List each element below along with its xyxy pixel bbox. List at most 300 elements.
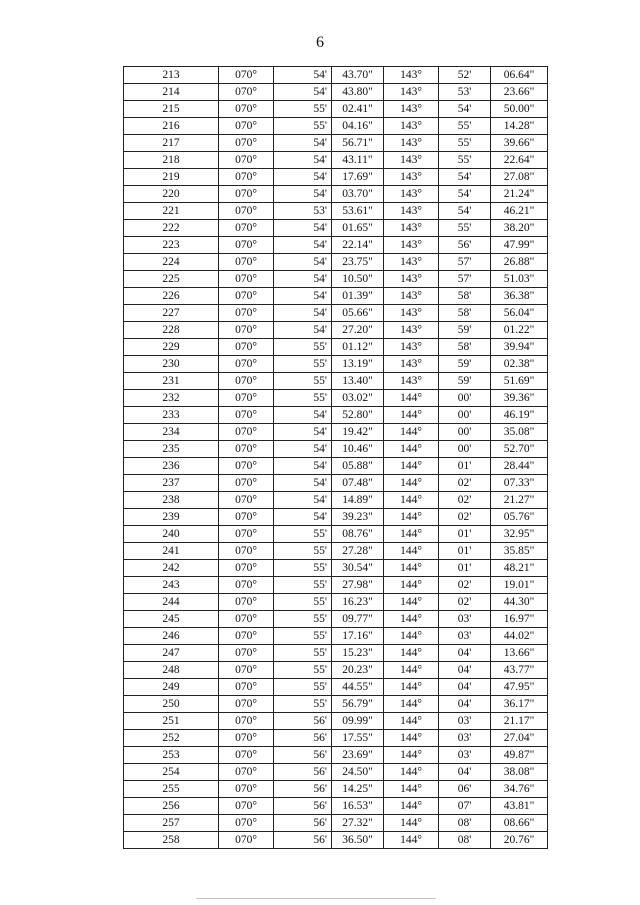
cell-point-number: 213 (124, 67, 219, 84)
cell-longitude-seconds: 46.19" (491, 407, 548, 424)
cell-latitude-degrees: 070° (219, 662, 274, 679)
cell-latitude-degrees: 070° (219, 84, 274, 101)
table-row (124, 764, 548, 781)
cell-latitude-minutes: 56' (274, 764, 332, 781)
cell-longitude-degrees: 144° (384, 509, 439, 526)
cell-point-number: 246 (124, 628, 219, 645)
cell-longitude-degrees: 144° (384, 730, 439, 747)
cell-longitude-degrees: 143° (384, 271, 439, 288)
cell-latitude-minutes: 55' (274, 526, 332, 543)
cell-latitude-seconds: 39.23" (332, 509, 384, 526)
table-row (124, 339, 548, 356)
cell-longitude-seconds: 14.28" (491, 118, 548, 135)
coordinates-table (123, 66, 548, 849)
cell-latitude-minutes: 54' (274, 475, 332, 492)
cell-longitude-minutes: 57' (439, 271, 491, 288)
cell-longitude-minutes: 04' (439, 645, 491, 662)
table-row (124, 271, 548, 288)
cell-longitude-minutes: 01' (439, 543, 491, 560)
cell-longitude-degrees: 144° (384, 781, 439, 798)
cell-latitude-degrees: 070° (219, 747, 274, 764)
cell-longitude-minutes: 55' (439, 135, 491, 152)
cell-longitude-minutes: 53' (439, 84, 491, 101)
cell-longitude-minutes: 01' (439, 458, 491, 475)
cell-point-number: 215 (124, 101, 219, 118)
cell-longitude-seconds: 51.03" (491, 271, 548, 288)
cell-longitude-seconds: 19.01" (491, 577, 548, 594)
cell-latitude-degrees: 070° (219, 424, 274, 441)
cell-longitude-seconds: 39.36" (491, 390, 548, 407)
table-row (124, 135, 548, 152)
cell-latitude-degrees: 070° (219, 373, 274, 390)
cell-longitude-minutes: 04' (439, 696, 491, 713)
cell-latitude-seconds: 56.71" (332, 135, 384, 152)
cell-latitude-degrees: 070° (219, 543, 274, 560)
cell-latitude-seconds: 44.55" (332, 679, 384, 696)
cell-latitude-degrees: 070° (219, 577, 274, 594)
cell-latitude-minutes: 54' (274, 288, 332, 305)
cell-latitude-degrees: 070° (219, 696, 274, 713)
cell-latitude-minutes: 54' (274, 322, 332, 339)
cell-longitude-minutes: 59' (439, 322, 491, 339)
cell-longitude-degrees: 144° (384, 577, 439, 594)
cell-latitude-minutes: 55' (274, 373, 332, 390)
cell-longitude-seconds: 28.44" (491, 458, 548, 475)
table-row (124, 832, 548, 849)
cell-longitude-seconds: 46.21" (491, 203, 548, 220)
cell-latitude-seconds: 36.50" (332, 832, 384, 849)
cell-longitude-degrees: 144° (384, 458, 439, 475)
cell-longitude-seconds: 27.04" (491, 730, 548, 747)
cell-longitude-seconds: 39.94" (491, 339, 548, 356)
cell-latitude-seconds: 03.02" (332, 390, 384, 407)
cell-latitude-degrees: 070° (219, 475, 274, 492)
table-row (124, 458, 548, 475)
cell-longitude-seconds: 56.04" (491, 305, 548, 322)
cell-longitude-degrees: 143° (384, 203, 439, 220)
cell-latitude-degrees: 070° (219, 509, 274, 526)
cell-longitude-minutes: 03' (439, 747, 491, 764)
cell-longitude-degrees: 144° (384, 662, 439, 679)
cell-latitude-minutes: 54' (274, 492, 332, 509)
cell-latitude-seconds: 10.46" (332, 441, 384, 458)
cell-latitude-degrees: 070° (219, 135, 274, 152)
cell-latitude-degrees: 070° (219, 356, 274, 373)
cell-latitude-degrees: 070° (219, 152, 274, 169)
cell-latitude-seconds: 01.12" (332, 339, 384, 356)
cell-longitude-degrees: 144° (384, 407, 439, 424)
table-row (124, 815, 548, 832)
cell-longitude-minutes: 04' (439, 662, 491, 679)
cell-point-number: 219 (124, 169, 219, 186)
cell-latitude-seconds: 43.11" (332, 152, 384, 169)
page-bottom-divider (196, 898, 436, 899)
cell-point-number: 239 (124, 509, 219, 526)
cell-latitude-seconds: 01.65" (332, 220, 384, 237)
cell-longitude-seconds: 38.20" (491, 220, 548, 237)
cell-longitude-degrees: 144° (384, 560, 439, 577)
table-row (124, 373, 548, 390)
cell-longitude-degrees: 144° (384, 798, 439, 815)
table-row (124, 509, 548, 526)
cell-longitude-minutes: 00' (439, 424, 491, 441)
cell-latitude-seconds: 15.23" (332, 645, 384, 662)
cell-longitude-degrees: 144° (384, 815, 439, 832)
cell-longitude-seconds: 23.66" (491, 84, 548, 101)
cell-longitude-minutes: 02' (439, 475, 491, 492)
cell-latitude-seconds: 01.39" (332, 288, 384, 305)
table-row (124, 441, 548, 458)
cell-latitude-degrees: 070° (219, 798, 274, 815)
cell-latitude-degrees: 070° (219, 118, 274, 135)
cell-latitude-seconds: 08.76" (332, 526, 384, 543)
table-row (124, 730, 548, 747)
cell-longitude-seconds: 35.85" (491, 543, 548, 560)
cell-longitude-seconds: 51.69" (491, 373, 548, 390)
table-row (124, 186, 548, 203)
cell-latitude-minutes: 54' (274, 67, 332, 84)
cell-longitude-degrees: 144° (384, 424, 439, 441)
table-row (124, 696, 548, 713)
table-row (124, 84, 548, 101)
cell-latitude-minutes: 53' (274, 203, 332, 220)
cell-longitude-degrees: 144° (384, 832, 439, 849)
cell-latitude-seconds: 02.41" (332, 101, 384, 118)
cell-longitude-minutes: 58' (439, 339, 491, 356)
cell-longitude-minutes: 03' (439, 628, 491, 645)
cell-latitude-seconds: 19.42" (332, 424, 384, 441)
cell-longitude-seconds: 36.38" (491, 288, 548, 305)
table-row (124, 424, 548, 441)
cell-latitude-degrees: 070° (219, 339, 274, 356)
cell-latitude-minutes: 54' (274, 135, 332, 152)
cell-point-number: 229 (124, 339, 219, 356)
cell-longitude-seconds: 02.38" (491, 356, 548, 373)
table-row (124, 713, 548, 730)
cell-longitude-minutes: 00' (439, 390, 491, 407)
cell-latitude-minutes: 54' (274, 407, 332, 424)
table-row (124, 288, 548, 305)
cell-latitude-seconds: 14.89" (332, 492, 384, 509)
cell-latitude-seconds: 27.32" (332, 815, 384, 832)
cell-longitude-degrees: 144° (384, 679, 439, 696)
cell-point-number: 258 (124, 832, 219, 849)
cell-longitude-minutes: 55' (439, 152, 491, 169)
cell-point-number: 234 (124, 424, 219, 441)
cell-longitude-degrees: 144° (384, 611, 439, 628)
cell-longitude-seconds: 43.81" (491, 798, 548, 815)
cell-longitude-degrees: 143° (384, 135, 439, 152)
cell-latitude-minutes: 56' (274, 798, 332, 815)
cell-point-number: 243 (124, 577, 219, 594)
cell-latitude-degrees: 070° (219, 611, 274, 628)
cell-latitude-seconds: 09.99" (332, 713, 384, 730)
table-row (124, 526, 548, 543)
cell-latitude-degrees: 070° (219, 67, 274, 84)
cell-latitude-seconds: 23.69" (332, 747, 384, 764)
cell-latitude-seconds: 13.40" (332, 373, 384, 390)
cell-latitude-seconds: 22.14" (332, 237, 384, 254)
cell-longitude-seconds: 06.64" (491, 67, 548, 84)
cell-latitude-seconds: 03.70" (332, 186, 384, 203)
cell-latitude-seconds: 17.16" (332, 628, 384, 645)
table-row (124, 203, 548, 220)
cell-longitude-minutes: 07' (439, 798, 491, 815)
table-row (124, 645, 548, 662)
cell-latitude-degrees: 070° (219, 441, 274, 458)
table-row (124, 237, 548, 254)
table-row (124, 628, 548, 645)
cell-latitude-degrees: 070° (219, 186, 274, 203)
cell-latitude-minutes: 54' (274, 254, 332, 271)
cell-longitude-degrees: 144° (384, 764, 439, 781)
table-row (124, 220, 548, 237)
cell-point-number: 238 (124, 492, 219, 509)
cell-latitude-degrees: 070° (219, 526, 274, 543)
cell-longitude-degrees: 144° (384, 747, 439, 764)
cell-latitude-minutes: 55' (274, 628, 332, 645)
cell-longitude-minutes: 58' (439, 288, 491, 305)
cell-latitude-minutes: 55' (274, 118, 332, 135)
cell-point-number: 235 (124, 441, 219, 458)
cell-point-number: 230 (124, 356, 219, 373)
cell-longitude-minutes: 03' (439, 713, 491, 730)
cell-longitude-degrees: 143° (384, 356, 439, 373)
cell-longitude-degrees: 143° (384, 67, 439, 84)
cell-longitude-minutes: 02' (439, 509, 491, 526)
cell-longitude-minutes: 03' (439, 611, 491, 628)
cell-longitude-seconds: 32.95" (491, 526, 548, 543)
cell-latitude-minutes: 54' (274, 84, 332, 101)
cell-point-number: 224 (124, 254, 219, 271)
cell-point-number: 237 (124, 475, 219, 492)
cell-latitude-degrees: 070° (219, 560, 274, 577)
cell-latitude-degrees: 070° (219, 645, 274, 662)
cell-latitude-seconds: 09.77" (332, 611, 384, 628)
cell-longitude-seconds: 47.95" (491, 679, 548, 696)
page-number: 6 (316, 34, 324, 51)
cell-latitude-minutes: 56' (274, 747, 332, 764)
cell-latitude-minutes: 54' (274, 458, 332, 475)
cell-longitude-seconds: 01.22" (491, 322, 548, 339)
cell-longitude-seconds: 07.33" (491, 475, 548, 492)
cell-latitude-minutes: 55' (274, 577, 332, 594)
cell-longitude-degrees: 144° (384, 594, 439, 611)
cell-point-number: 255 (124, 781, 219, 798)
cell-latitude-minutes: 54' (274, 169, 332, 186)
cell-latitude-minutes: 54' (274, 441, 332, 458)
cell-longitude-seconds: 52.70" (491, 441, 548, 458)
cell-point-number: 232 (124, 390, 219, 407)
cell-longitude-degrees: 144° (384, 526, 439, 543)
table-row (124, 560, 548, 577)
cell-latitude-minutes: 55' (274, 696, 332, 713)
cell-longitude-minutes: 54' (439, 203, 491, 220)
cell-point-number: 249 (124, 679, 219, 696)
cell-latitude-degrees: 070° (219, 628, 274, 645)
cell-latitude-minutes: 55' (274, 662, 332, 679)
cell-longitude-minutes: 04' (439, 764, 491, 781)
cell-longitude-degrees: 144° (384, 441, 439, 458)
cell-latitude-minutes: 55' (274, 679, 332, 696)
cell-latitude-degrees: 070° (219, 254, 274, 271)
cell-latitude-seconds: 27.98" (332, 577, 384, 594)
cell-longitude-minutes: 52' (439, 67, 491, 84)
cell-longitude-minutes: 59' (439, 373, 491, 390)
cell-longitude-degrees: 144° (384, 390, 439, 407)
table-row (124, 101, 548, 118)
table-row (124, 152, 548, 169)
cell-latitude-degrees: 070° (219, 271, 274, 288)
cell-longitude-degrees: 143° (384, 373, 439, 390)
cell-longitude-seconds: 38.08" (491, 764, 548, 781)
cell-latitude-minutes: 56' (274, 781, 332, 798)
cell-latitude-seconds: 23.75" (332, 254, 384, 271)
cell-longitude-seconds: 26.88" (491, 254, 548, 271)
table-row (124, 611, 548, 628)
cell-longitude-seconds: 47.99" (491, 237, 548, 254)
cell-latitude-minutes: 56' (274, 832, 332, 849)
cell-longitude-seconds: 16.97" (491, 611, 548, 628)
cell-latitude-minutes: 55' (274, 645, 332, 662)
coordinates-table-body (124, 67, 548, 849)
cell-point-number: 231 (124, 373, 219, 390)
table-row (124, 662, 548, 679)
cell-latitude-seconds: 52.80" (332, 407, 384, 424)
cell-latitude-minutes: 56' (274, 713, 332, 730)
cell-longitude-minutes: 04' (439, 679, 491, 696)
cell-longitude-minutes: 00' (439, 407, 491, 424)
cell-longitude-degrees: 143° (384, 237, 439, 254)
cell-latitude-degrees: 070° (219, 679, 274, 696)
cell-longitude-minutes: 08' (439, 815, 491, 832)
cell-longitude-degrees: 143° (384, 186, 439, 203)
cell-point-number: 247 (124, 645, 219, 662)
cell-point-number: 244 (124, 594, 219, 611)
cell-point-number: 221 (124, 203, 219, 220)
cell-latitude-degrees: 070° (219, 832, 274, 849)
cell-latitude-degrees: 070° (219, 492, 274, 509)
cell-longitude-degrees: 143° (384, 220, 439, 237)
cell-longitude-degrees: 144° (384, 628, 439, 645)
cell-point-number: 216 (124, 118, 219, 135)
table-row (124, 254, 548, 271)
cell-latitude-seconds: 05.66" (332, 305, 384, 322)
cell-latitude-degrees: 070° (219, 815, 274, 832)
cell-latitude-minutes: 55' (274, 339, 332, 356)
cell-point-number: 252 (124, 730, 219, 747)
cell-point-number: 218 (124, 152, 219, 169)
cell-latitude-seconds: 07.48" (332, 475, 384, 492)
cell-longitude-minutes: 00' (439, 441, 491, 458)
cell-longitude-minutes: 03' (439, 730, 491, 747)
cell-latitude-minutes: 54' (274, 424, 332, 441)
cell-latitude-minutes: 54' (274, 152, 332, 169)
cell-latitude-degrees: 070° (219, 764, 274, 781)
table-row (124, 781, 548, 798)
cell-latitude-minutes: 55' (274, 356, 332, 373)
cell-longitude-minutes: 08' (439, 832, 491, 849)
cell-latitude-minutes: 55' (274, 101, 332, 118)
cell-point-number: 222 (124, 220, 219, 237)
cell-longitude-seconds: 21.24" (491, 186, 548, 203)
cell-longitude-degrees: 144° (384, 492, 439, 509)
table-row (124, 118, 548, 135)
table-row (124, 747, 548, 764)
cell-latitude-seconds: 17.69" (332, 169, 384, 186)
table-row (124, 594, 548, 611)
cell-longitude-seconds: 21.27" (491, 492, 548, 509)
cell-point-number: 250 (124, 696, 219, 713)
cell-longitude-minutes: 02' (439, 594, 491, 611)
cell-latitude-minutes: 55' (274, 594, 332, 611)
cell-latitude-minutes: 54' (274, 220, 332, 237)
cell-point-number: 214 (124, 84, 219, 101)
cell-latitude-seconds: 10.50" (332, 271, 384, 288)
cell-latitude-seconds: 16.23" (332, 594, 384, 611)
cell-point-number: 256 (124, 798, 219, 815)
cell-longitude-seconds: 08.66" (491, 815, 548, 832)
cell-longitude-minutes: 55' (439, 118, 491, 135)
cell-latitude-degrees: 070° (219, 458, 274, 475)
cell-point-number: 228 (124, 322, 219, 339)
cell-longitude-minutes: 56' (439, 237, 491, 254)
cell-longitude-degrees: 143° (384, 254, 439, 271)
cell-latitude-minutes: 54' (274, 305, 332, 322)
cell-longitude-degrees: 143° (384, 118, 439, 135)
cell-longitude-seconds: 13.66" (491, 645, 548, 662)
cell-longitude-minutes: 02' (439, 492, 491, 509)
cell-longitude-minutes: 55' (439, 220, 491, 237)
cell-longitude-degrees: 143° (384, 322, 439, 339)
cell-latitude-minutes: 55' (274, 560, 332, 577)
cell-longitude-degrees: 143° (384, 339, 439, 356)
cell-latitude-seconds: 27.20" (332, 322, 384, 339)
cell-latitude-seconds: 16.53" (332, 798, 384, 815)
cell-longitude-seconds: 22.64" (491, 152, 548, 169)
cell-latitude-degrees: 070° (219, 730, 274, 747)
cell-longitude-seconds: 27.08" (491, 169, 548, 186)
cell-longitude-minutes: 01' (439, 560, 491, 577)
table-row (124, 492, 548, 509)
cell-latitude-degrees: 070° (219, 220, 274, 237)
cell-latitude-minutes: 55' (274, 611, 332, 628)
table-row (124, 390, 548, 407)
cell-latitude-seconds: 13.19" (332, 356, 384, 373)
cell-point-number: 241 (124, 543, 219, 560)
cell-longitude-seconds: 48.21" (491, 560, 548, 577)
cell-point-number: 251 (124, 713, 219, 730)
table-row (124, 322, 548, 339)
cell-point-number: 248 (124, 662, 219, 679)
cell-latitude-seconds: 17.55" (332, 730, 384, 747)
cell-latitude-seconds: 04.16" (332, 118, 384, 135)
cell-longitude-seconds: 21.17" (491, 713, 548, 730)
table-row (124, 543, 548, 560)
cell-longitude-minutes: 02' (439, 577, 491, 594)
cell-point-number: 220 (124, 186, 219, 203)
cell-latitude-minutes: 54' (274, 186, 332, 203)
cell-longitude-minutes: 54' (439, 186, 491, 203)
table-row (124, 798, 548, 815)
table-row (124, 305, 548, 322)
cell-longitude-seconds: 20.76" (491, 832, 548, 849)
cell-longitude-degrees: 144° (384, 543, 439, 560)
cell-longitude-minutes: 57' (439, 254, 491, 271)
cell-point-number: 223 (124, 237, 219, 254)
cell-longitude-degrees: 143° (384, 152, 439, 169)
cell-longitude-minutes: 54' (439, 101, 491, 118)
